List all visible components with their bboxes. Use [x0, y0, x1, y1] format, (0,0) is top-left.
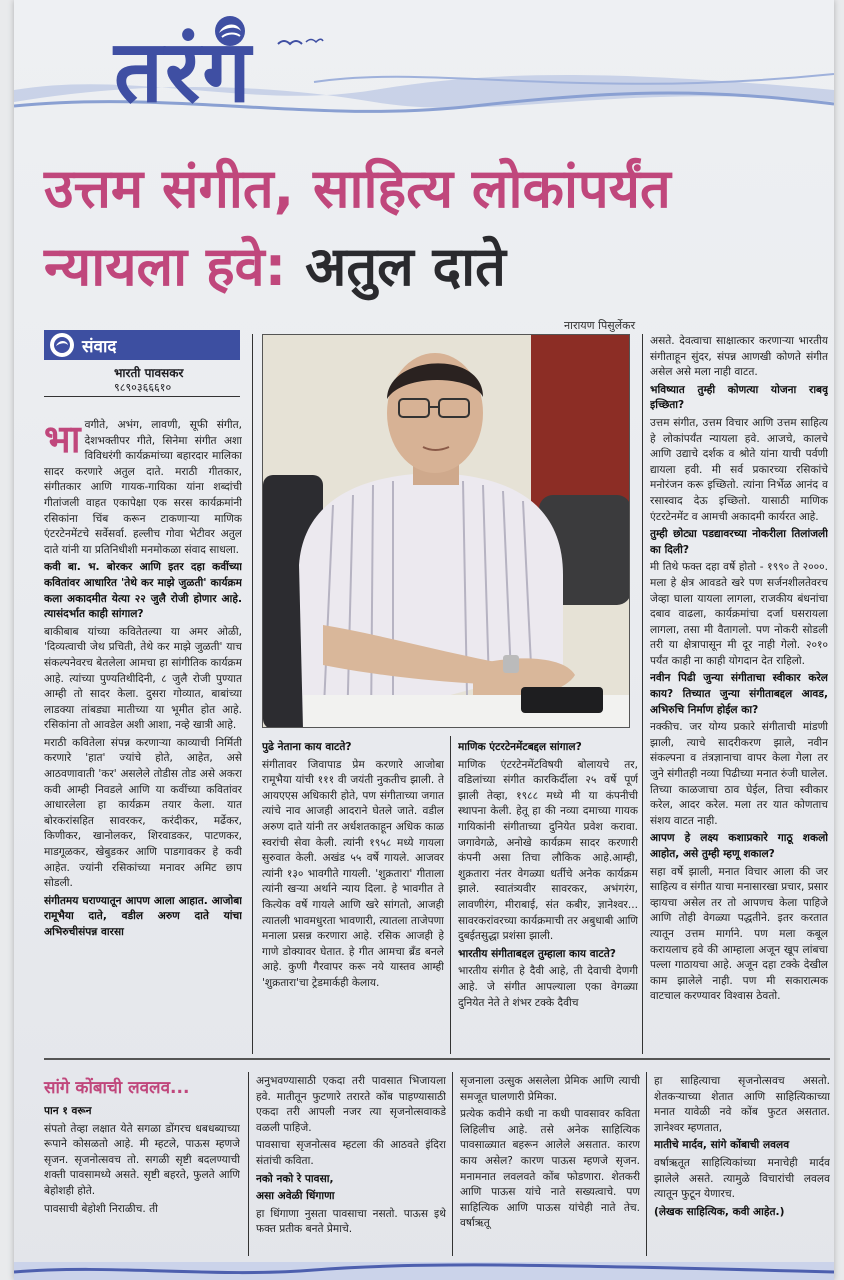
- divider: [44, 396, 240, 397]
- footer-column-2: अनुभवण्यासाठी एकदा तरी पावसात भिजायला हवे. मातीतून फुटणारे तरारते कोंब पाहण्यासाठी एकदा तरी आपली नजर त्या सृजनोत्सवाकडे वळली पाहिजे. पावसाचा सृजनोत्सव म्हटला की आठवते इंदिरा संतांची कविता. नको नको रे पावसा, असा अवेळी धिंगाणा हा धिंगाणा नुसता पावसाचा नसतो. पाऊस इथे फक्त प्रतीक बनते प्रेमाचे.: [256, 1075, 446, 1236]
- footer-article-title: सांगे कोंबाची लवलव...: [44, 1078, 190, 1098]
- swirl-icon: [50, 333, 74, 357]
- question-3: पुढे नेताना काय वाटते?: [262, 741, 352, 753]
- masthead: [14, 0, 834, 140]
- article-column-2: [262, 740, 444, 1040]
- headline: [44, 150, 834, 306]
- author-phone: ९८९०३६६६१०: [114, 381, 172, 394]
- birds-icon: [276, 36, 324, 50]
- question-2: संगीतमय घराण्यातून आपण आला आहात. आजोबा रामूभैया दाते, वडील अरुण दाते यांचा अभिरुचीसंपन्न वारसा: [44, 894, 242, 938]
- footer-column-4: हा साहित्याचा सृजनोत्सवच असतो. शेतकऱ्याच्या शेतात आणि साहित्यिकाच्या मनात यावेळी नवे कोंब फुटत असतात. ज्ञानेश्वर म्हणतात, मातीचे मार्दव, सांगे कोंबाची लवलव वर्षाऋतूत साहित्यिकांच्या मनाचेही मार्दव झालेले असते. त्यामुळे विचारांची लवलव त्यातून फुटून येणारच. (लेखक साहित्यिक, कवी आहेत.): [654, 1074, 830, 1254]
- column-rule: [252, 334, 253, 1054]
- answer-4: माणिक एंटरटेनमेंटविषयी बोलायचे तर, वडिलांच्या संगीत कारकिर्दीला २५ वर्षे पूर्ण झाली तेव्हा, १९८८ मध्ये मी या कंपनीची स्थापना केली. हेतू हा की नव्या दमाच्या गायक गायिकांनी संगीताच्या दुनियेत प्रवेश करावा. जगावेगळे, अनोखे कार्यक्रम सादर करणारी कंपनी असा तिचा लौकिक आहे.आम्ही, शुक्रतारा नंतर वेगळ्या धर्तीचे अनेक कार्यक्रम झाले. स्वातंत्र्यवीर सावरकर, अभंगरंग, लावणीरंग, मीराबाई, संत कबीर, ज्ञानेश्वर... सावरकरांवरच्या कार्यक्रमाची तर अबुधाबी आणि दुबईतसुद्धा प्रशंसा झाली.: [458, 758, 638, 943]
- column-rule: [450, 736, 451, 1054]
- column-rule: [248, 1072, 249, 1256]
- article-column-1: [44, 418, 242, 1054]
- question-4: माणिक एंटरटेनमेंटबद्दल सांगाल?: [458, 741, 582, 753]
- question-9: आपण हे लक्ष्य कशाप्रकारे गाठू शकलो आहोत, असे तुम्ही म्हणू शकाल?: [650, 832, 828, 860]
- author-note: (लेखक साहित्यिक, कवी आहेत.): [654, 1205, 785, 1218]
- answer-3: संगीतावर जिवापाड प्रेम करणारे आजोबा रामूभैया यांची १११ वी जयंती नुकतीच झाली. ते आयएएस अधिकारी होते, पण संगीताच्या जगात त्यांचे नाव आजही आदराने घेतले जाते. वडील अरुण दाते यांनी तर अर्धशतकाहून अधिक काळ स्वरांची सेवा केली. त्यांनी १९५८ मध्ये गायला सुरुवात केली. अखंड ५५ वर्षे गायले. आजवर त्यांनी १३० भावगीते गायली. 'शुक्रतारा' गीताला त्यांनी खऱ्या अर्थाने न्याय दिला. हे भावगीत ते कित्येक वर्षे गायले आणि खरे सांगतो, आजही त्यातली भावमधुरता भावणारी, त्यातला ताजेपणा मनाला प्रसन्न करणारा आहे. रसिक आजही हे गाणे डोक्यावर घेतात. हे गीत आमचा ब्रँड बनले आहे. कुणी गैरवापर करू नये यास्तव आम्ही 'शुक्रतारा'चा ट्रेडमार्कही केलाय.: [262, 758, 444, 989]
- poem-line: नको नको रे पावसा,: [256, 1172, 334, 1185]
- answer-9: सहा वर्षे झाली, मनात विचार आला की जर साहित्य व संगीत याचा मनासारखा प्रचार, प्रसार व्हायचा असेल तर तो आपणच केला पाहिजे आणि तोही वेगळ्या पद्धतीने. इतर करतात त्यातून उत्तम मार्गाने. पण मला कबूल करायलाच हवे की आम्हाला अजून खूप लांबचा पल्ला गाठायचा आहे. अजून दहा टक्के देखील काम झालेले नाही. पण मी सकारात्मक वाटचाल करण्यावर विश्वास ठेवतो.: [650, 865, 828, 1003]
- continued-from: पान १ वरून: [44, 1105, 92, 1117]
- interview-photo: [262, 334, 630, 728]
- question-1: कवी बा. भ. बोरकर आणि इतर दहा कवींच्या कवितांवर आधारित 'तेथे कर माझे जुळती' कार्यक्रम कला अकादमीत येत्या २२ जुलै रोजी होणार आहे. त्यासंदर्भात काही सांगाल?: [44, 561, 242, 621]
- newspaper-page: [14, 0, 834, 1280]
- question-8: नवीन पिढी जुन्या संगीताचा स्वीकार करेल काय? तिच्यात जुन्या संगीताबद्दल आवड, अभिरुचि निर्माण होईल का?: [650, 672, 828, 716]
- answer-1b: मराठी कवितेला संपन्न करणाऱ्या काव्याची निर्मिती करणारे 'हात' ज्यांचे होते, आहेत, असे आठवणावाती 'कर' असलेले तोडीस तोड असे अकरा कवी आम्ही निवडले आणि या कवींच्या कवितांवर आधारलेला हा कार्यक्रम तयार केला. यात बोरकरांसहित सावरकर, करंदीकर, मर्ढेकर, किणीकर, खानोलकर, शिरवाडकर, पाटणकर, माडगूळकर, खेबुडकर आणि पाडगावकर हे कवी आहेत. ज्यांनी रसिकांच्या मनावर अमिट छाप सोडली.: [44, 736, 242, 890]
- column-rule: [452, 1072, 453, 1256]
- question-6: भविष्यात तुम्ही कोणत्या योजना राबवू इच्छिता?: [650, 383, 828, 412]
- question-7: तुम्ही छोट्या पडद्यावरच्या नोकरीला तिलांजली का दिली?: [650, 528, 828, 556]
- section-label: संवाद: [82, 336, 117, 357]
- headline-line-1: उत्तम संगीत, साहित्य लोकांपर्यंत: [44, 157, 671, 220]
- footer-column-1: पान १ वरून संपतो तेव्हा लक्षात येते सगळा डोंगरच धबधब्याच्या रूपाने कोसळतो आहे. मी म्हटले, पाऊस म्हणजे सृजन. सृजनोत्सवच तो. सगळी सृष्टी बदलण्याची शक्ती पावसामध्ये असते. सृष्टी बहरते, फुलते आणि बेहोशही होते. पावसाची बेहोशी निराळीच. ती: [44, 1105, 240, 1215]
- headline-line-2: [44, 228, 834, 306]
- author-name: भारती पावसकर: [114, 366, 184, 380]
- poem-line: असा अवेळी धिंगाणा: [256, 1190, 335, 1203]
- article-column-3: [458, 740, 638, 1040]
- answer-7: मी तिथे फक्त दहा वर्षे होतो - १९९० ते २०००. मला हे क्षेत्र आवडते खरे पण सर्जनशीलतेवरच जेव्हा घाला यायला लागला, राजकीय बंधनांचा दबाव वाढला, कार्यक्रमांचा दर्जा घसरायला लागला, तसा मी वैतागलो. पण नोकरी सोडली तरी या क्षेत्रापासून मी दूर नाही गेलो. २०१० पर्यंत काही ना काही योगदान देत राहिलो.: [650, 561, 828, 667]
- poem-line: मातीचे मार्दव, सांगे कोंबाची लवलव: [654, 1139, 790, 1152]
- headline-pink-part: न्यायला हवे:: [44, 235, 287, 298]
- headline-name: अतुल दाते: [305, 235, 506, 298]
- section-divider: [44, 1058, 830, 1060]
- wave-decoration: [14, 1262, 834, 1280]
- section-label-bar: [44, 330, 240, 360]
- article-column-4: [650, 334, 828, 1040]
- question-5: भारतीय संगीताबद्दल तुम्हाला काय वाटते?: [458, 947, 616, 960]
- column-rule: [646, 1072, 647, 1256]
- footer-column-3: सृजनाला उत्सुक असलेला प्रेमिक आणि त्याची समजूत घालणारी प्रेमिका. प्रत्येक कवीने कधी ना कधी पावसावर कविता लिहिलीच आहे. तसे अनेक साहित्यिक पावसाळ्यात बहरून आलेले असतात. कारण काय असेल? कारण पाऊस म्हणजे सृजन. मनामनात लवलवते कोंब फोडणारा. शेतकरी आणि पाऊस यांचे नाते सख्यत्वाचे. पण साहित्यिक आणि पाऊस यांचेही नाते तेच. वर्षाऋतू: [460, 1075, 640, 1230]
- answer-1: बाकीबाब यांच्या कवितेतल्या या अमर ओळी, 'दिव्यत्वाची जेथ प्रचिती, तेथे कर माझे जुळती' याच संकल्पनेवरच बेतलेला आमचा हा सांगीतिक कार्यक्रम आहे. त्यांच्या पुण्यतिथीदिनी, ८ जुलै रोजी पुण्यात आम्ही तो सादर केला. दुसरा गोव्यात, बाबांच्या लाडक्या तांबड्या मातीच्या या भूमीत होत आहे. रसिकांना तो आवडेल अशी आशा, नव्हे खात्री आहे.: [44, 625, 242, 732]
- dropcap: भा: [44, 418, 81, 461]
- intro-paragraph: भावगीते, अभंग, लावणी, सूफी संगीत, देशभक्तीपर गीते, सिनेमा संगीत अशा विविधरंगी कार्यक्रमांच्या बहारदार मालिका सादर करणारे अतुल दाते. मराठी गीतकार, संगीतकार आणि गायक-गायिका यांना शब्दांची गीतांजली वाहत एकापेक्षा एक सरस कार्यक्रमांनी रसिकांना चिंब करून टाकणाऱ्या माणिक एंटरटेनमेंटचे सर्वेसर्वा. हल्लीच गोवा भेटीवर अतुल दाते यांनी या प्रतिनिधीशी मनमोकळा संवाद साधला.: [44, 418, 242, 556]
- masthead-logo: तरंग: [114, 22, 253, 122]
- answer-5-cont: असते. देवत्वाचा साक्षात्कार करणाऱ्या भारतीय संगीताहून सुंदर, संपन्न आणखी कोणते संगीत असेल असे मला नाही वाटत.: [650, 335, 828, 379]
- answer-6: उत्तम संगीत, उत्तम विचार आणि उत्तम साहित्य हे लोकांपर्यंत न्यायला हवे. आजचे, कालचे आणि उद्याचे दर्शक व श्रोते यांना याची पर्वणी द्यायला हवी. मी सर्व प्रकारच्या रसिकांचे मनोरंजन करू इच्छितो. त्यांना निर्भेळ आनंद व रसास्वाद देऊ इच्छितो. यासाठी माणिक एंटरटेनमेंट व आमची अकादमी कार्यरत आहे.: [650, 416, 828, 523]
- answer-8: नक्कीच. जर योग्य प्रकारे संगीताची मांडणी झाली, त्याचे सादरीकरण झाले, नवीन संकल्पना व तंत्रज्ञानाचा वापर केला गेला तर जुने संगीतही नव्या पिढीच्या मनात रुंजी घालेल. तिच्या काळजाचा ठाव घेईल, तिचा स्वीकार करेल, आदर करेल. मला तर यात कोणताच संशय वाटत नाही.: [650, 721, 828, 827]
- answer-5: भारतीय संगीत हे दैवी आहे, ती देवाची देणगी आहे. जे संगीत आपल्याला एका वेगळ्या दुनियेत नेते ते शंभर टक्के दैवीच: [458, 965, 638, 1009]
- photo-credit: नारायण पिसुर्लेकर: [564, 319, 636, 332]
- column-rule: [642, 334, 643, 1054]
